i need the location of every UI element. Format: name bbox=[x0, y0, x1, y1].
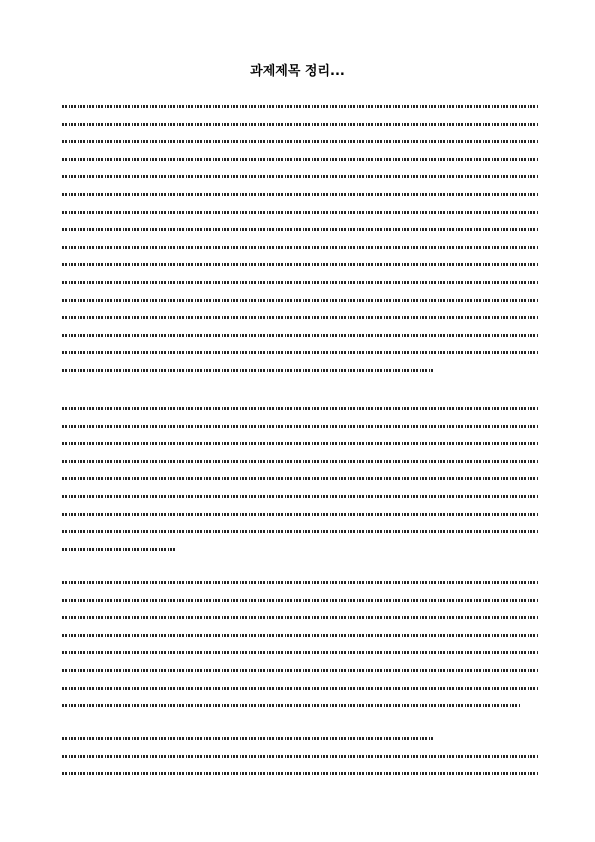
text-line bbox=[62, 594, 539, 607]
text-line bbox=[62, 699, 520, 712]
text-line bbox=[62, 455, 539, 468]
text-line bbox=[62, 241, 539, 254]
text-line bbox=[62, 258, 539, 271]
text-line bbox=[62, 576, 539, 589]
paragraph-2 bbox=[62, 402, 539, 560]
text-line bbox=[62, 767, 539, 780]
text-line bbox=[62, 206, 539, 219]
paragraph-4 bbox=[62, 732, 539, 785]
text-line bbox=[62, 364, 434, 377]
text-line bbox=[62, 170, 539, 183]
text-line bbox=[62, 611, 539, 624]
text-line bbox=[62, 329, 539, 342]
text-line bbox=[62, 472, 539, 485]
paragraph-1 bbox=[62, 100, 539, 382]
text-line bbox=[62, 508, 539, 521]
text-line bbox=[62, 490, 539, 503]
paragraph-3 bbox=[62, 576, 539, 717]
text-line bbox=[62, 543, 176, 556]
text-line bbox=[62, 629, 539, 642]
text-line bbox=[62, 437, 539, 450]
text-line bbox=[62, 750, 539, 763]
text-line bbox=[62, 311, 539, 324]
text-line bbox=[62, 294, 539, 307]
text-line bbox=[62, 153, 539, 166]
text-line bbox=[62, 646, 539, 659]
text-line bbox=[62, 223, 539, 236]
text-line bbox=[62, 100, 539, 113]
text-line bbox=[62, 732, 434, 745]
text-line bbox=[62, 664, 539, 677]
text-line bbox=[62, 402, 539, 415]
text-line bbox=[62, 420, 539, 433]
text-line bbox=[62, 276, 539, 289]
text-line bbox=[62, 682, 539, 695]
text-line bbox=[62, 188, 539, 201]
text-line bbox=[62, 135, 539, 148]
text-line bbox=[62, 118, 539, 131]
text-line bbox=[62, 346, 539, 359]
text-line bbox=[62, 525, 539, 538]
document-title: 과제제목 정리... bbox=[250, 64, 345, 79]
